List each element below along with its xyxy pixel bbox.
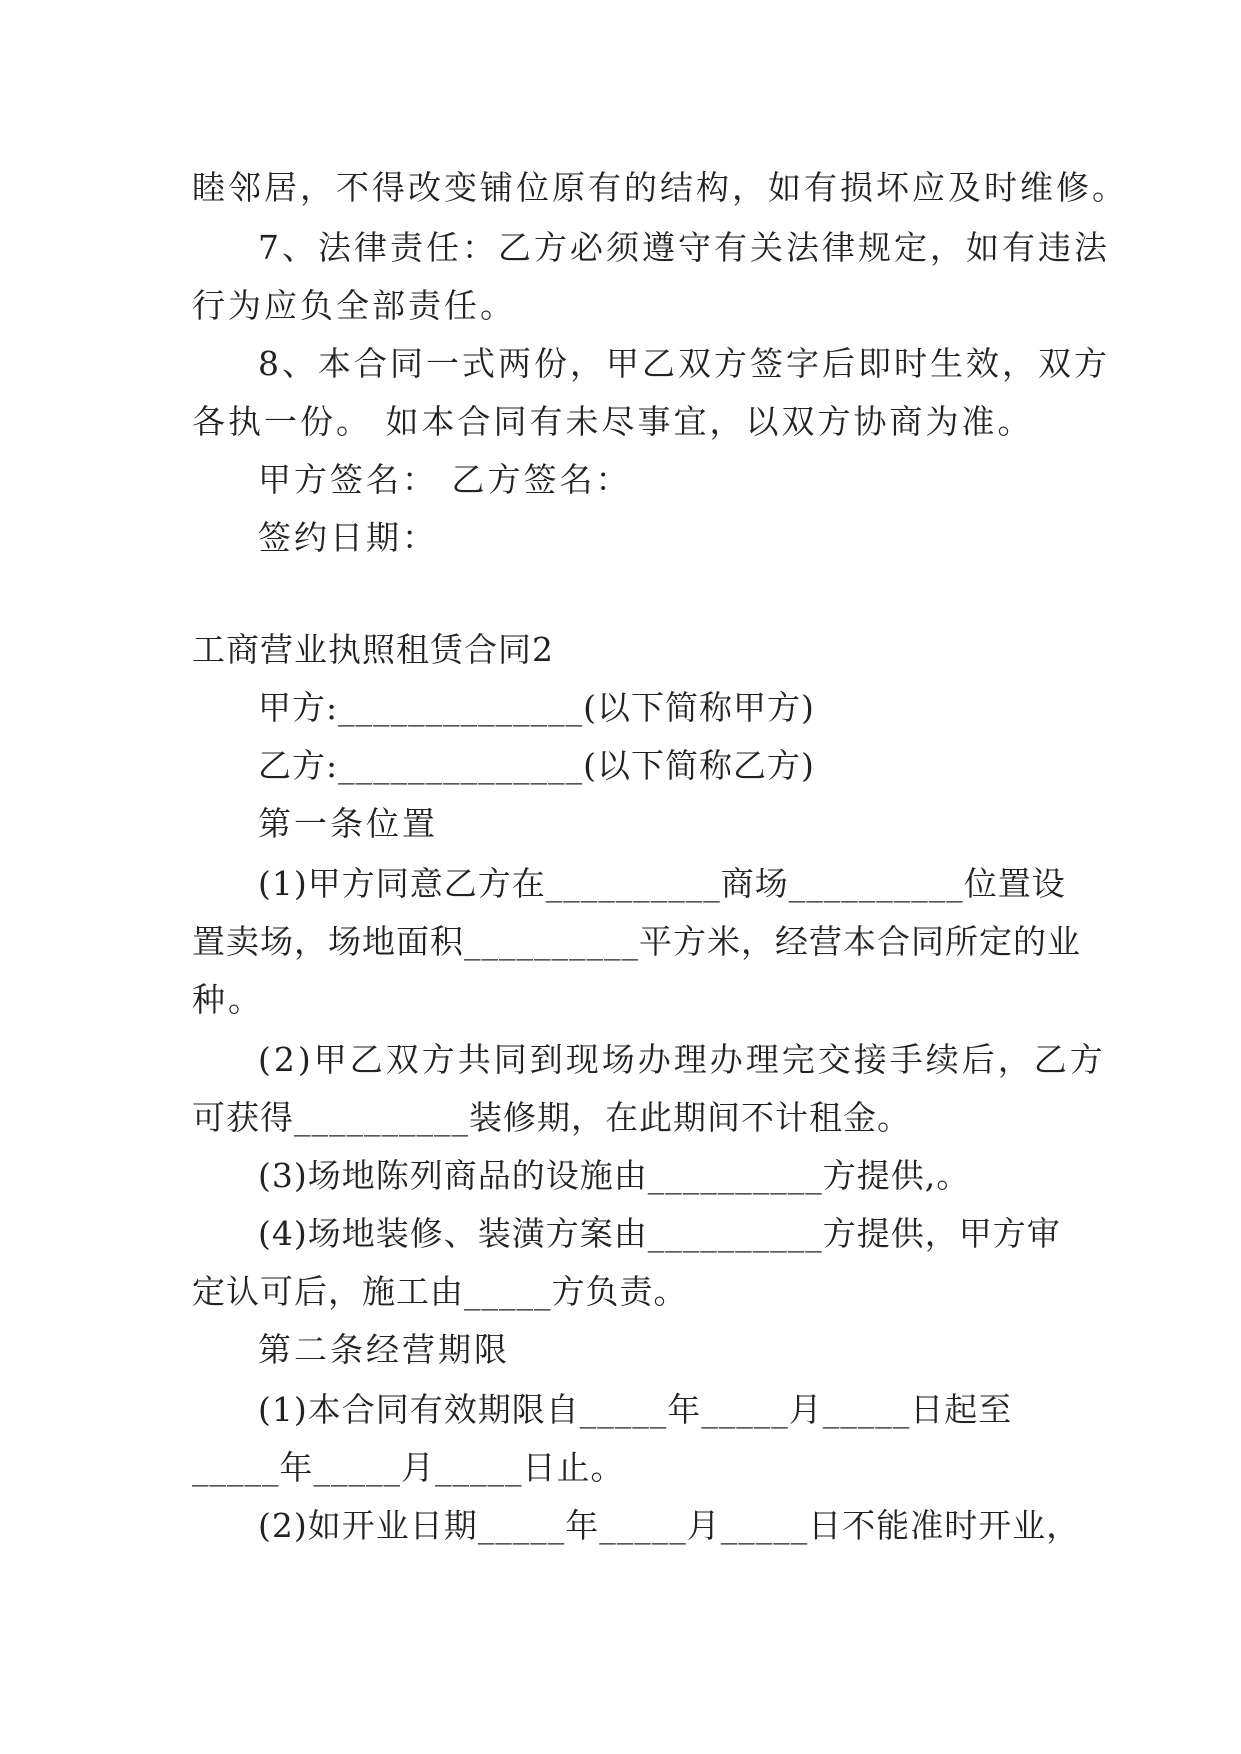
date-line: 签约日期：	[258, 518, 438, 557]
article-1-heading: 第一条位置	[258, 804, 438, 843]
text-line-1: 睦邻居，不得改变铺位原有的结构，如有损坏应及时维修。	[192, 168, 1128, 207]
text-line-23: (2)如开业日期_____年_____月_____日不能准时开业，	[258, 1506, 1081, 1545]
text-line-13: 置卖场，场地面积__________平方米，经营本合同所定的业	[192, 922, 1081, 961]
text-line-15: (2)甲乙双方共同到现场办理办理完交接手续后，乙方	[258, 1040, 1106, 1079]
text-line-18: (4)场地装修、装潢方案由__________方提供，甲方审	[258, 1214, 1061, 1253]
party-b-line: 乙方:______________(以下简称乙方)	[258, 746, 815, 785]
text-line-21: (1)本合同有效期限自_____年_____月_____日起至	[258, 1390, 1013, 1429]
section-title: 工商营业执照租赁合同2	[192, 630, 554, 669]
text-line-2: 7、法律责任：乙方必须遵守有关法律规定，如有违法	[258, 228, 1110, 267]
text-line-12: (1)甲方同意乙方在__________商场__________位置设	[258, 864, 1066, 903]
text-line-17: (3)场地陈列商品的设施由__________方提供,。	[258, 1156, 971, 1195]
text-line-5: 各执一份。 如本合同有未尽事宜，以双方协商为准。	[192, 402, 1034, 441]
article-2-heading: 第二条经营期限	[258, 1330, 510, 1369]
text-line-4: 8、本合同一式两份，甲乙双方签字后即时生效，双方	[258, 344, 1110, 383]
text-line-22: _____年_____月_____日止。	[192, 1448, 625, 1487]
text-line-14: 种。	[192, 980, 264, 1019]
party-a-line: 甲方:______________(以下简称甲方)	[258, 688, 815, 727]
text-line-16: 可获得__________装修期，在此期间不计租金。	[192, 1098, 911, 1137]
text-line-3: 行为应负全部责任。	[192, 286, 516, 325]
text-line-19: 定认可后，施工由_____方负责。	[192, 1272, 688, 1311]
signature-line: 甲方签名： 乙方签名：	[258, 460, 632, 499]
